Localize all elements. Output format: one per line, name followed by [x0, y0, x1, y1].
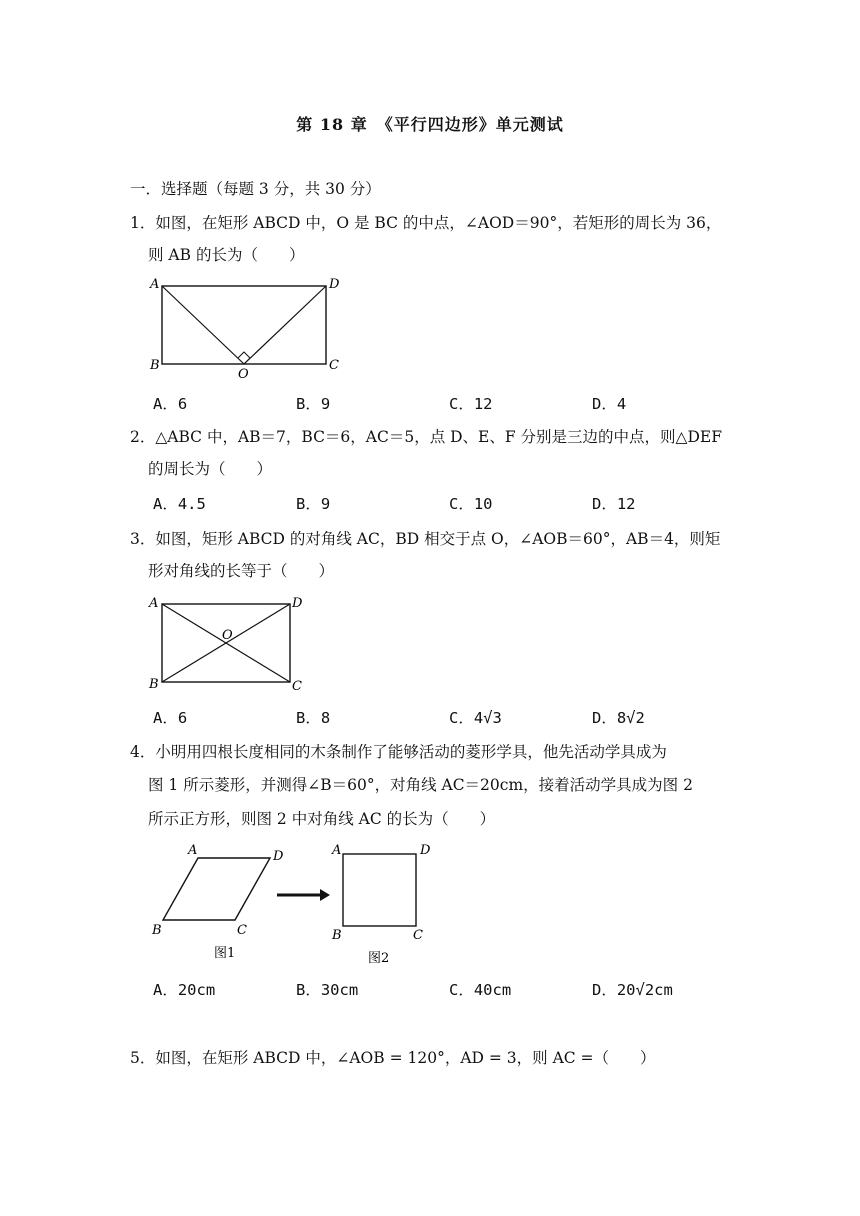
- q1-label-o: O: [238, 367, 249, 380]
- q4-option-d: D．20√2cm: [592, 981, 673, 999]
- q3-text-line1: 3．如图，矩形 ABCD 的对角线 AC，BD 相交于点 O，∠AOB＝60°，AB＝4，则矩: [130, 530, 721, 548]
- q2-option-d: D．12: [592, 495, 636, 513]
- q4-fig1-label-d: D: [273, 849, 284, 864]
- q4-fig1-caption: 图1: [214, 946, 236, 961]
- q1-label-a: A: [150, 277, 160, 292]
- q2-text-line1: 2．△ABC 中，AB＝7，BC＝6，AC＝5，点 D、E、F 分别是三边的中点，则△DEF: [130, 428, 722, 446]
- q4-square: [343, 854, 416, 926]
- q3-option-d: D．8√2: [592, 709, 645, 727]
- q3-label-a: A: [149, 596, 159, 611]
- q4-fig1-label-b: B: [152, 923, 162, 938]
- q4-rhombus: [163, 858, 270, 920]
- q1-option-a: A．6: [153, 395, 188, 413]
- q2-option-b: B．9: [296, 495, 331, 513]
- q4-arrow-head: [320, 889, 330, 901]
- q1-text-line2: 则 AB 的长为（ ）: [148, 246, 305, 264]
- q4-fig1-label-a: A: [188, 843, 198, 858]
- section-heading: 一．选择题（每题 3 分，共 30 分）: [130, 180, 381, 198]
- q4-fig2-label-b: B: [332, 928, 342, 943]
- q1-segment-do: [244, 286, 326, 364]
- q4-fig2-label-d: D: [420, 843, 431, 858]
- q1-right-angle-mark: [238, 352, 250, 364]
- q4-option-c: C．40cm: [449, 981, 512, 999]
- q3-text-line2: 形对角线的长等于（ ）: [148, 562, 335, 580]
- q1-option-c: C．12: [449, 395, 493, 413]
- q1-option-b: B．9: [296, 395, 331, 413]
- q2-option-a: A．4.5: [153, 495, 206, 513]
- q1-option-d: D．4: [592, 395, 627, 413]
- q3-figure: [140, 590, 320, 700]
- q3-option-c: C．4√3: [449, 709, 502, 727]
- q5-text-line1: 5．如图，在矩形 ABCD 中，∠AOB = 120°，AD = 3，则 AC =（ ）: [130, 1049, 656, 1067]
- q2-text-line2: 的周长为（ ）: [148, 460, 273, 478]
- page-title: 第 18 章 《平行四边形》单元测试: [296, 115, 564, 134]
- q3-option-a: A．6: [153, 709, 188, 727]
- q1-segment-ao: [162, 286, 244, 364]
- q4-fig1-label-c: C: [237, 923, 247, 938]
- q3-label-b: B: [149, 677, 159, 692]
- q4-option-a: A．20cm: [153, 981, 216, 999]
- q4-fig2-caption: 图2: [368, 951, 390, 966]
- q4-fig2-label-c: C: [413, 928, 423, 943]
- q3-label-d: D: [292, 596, 303, 611]
- q4-text-line1: 4．小明用四根长度相同的木条制作了能够活动的菱形学具，他先活动学具成为: [130, 743, 667, 761]
- q3-label-c: C: [292, 679, 302, 694]
- q2-option-c: C．10: [449, 495, 493, 513]
- q3-option-b: B．8: [296, 709, 331, 727]
- q4-text-line2: 图 1 所示菱形，并测得∠B＝60°，对角线 AC＝20cm，接着活动学具成为图 2: [148, 776, 693, 794]
- q1-figure: [140, 270, 360, 380]
- q4-fig2-label-a: A: [332, 843, 342, 858]
- q1-text-line1: 1．如图，在矩形 ABCD 中，O 是 BC 的中点，∠AOD＝90°，若矩形的周长为 36，: [130, 214, 722, 232]
- q1-label-d: D: [329, 277, 340, 292]
- q1-label-b: B: [150, 358, 160, 373]
- q4-figures: [140, 838, 460, 973]
- q1-label-c: C: [329, 358, 339, 373]
- q3-label-o: O: [222, 628, 233, 643]
- q4-option-b: B．30cm: [296, 981, 359, 999]
- q4-text-line3: 所示正方形，则图 2 中对角线 AC 的长为（ ）: [148, 810, 496, 828]
